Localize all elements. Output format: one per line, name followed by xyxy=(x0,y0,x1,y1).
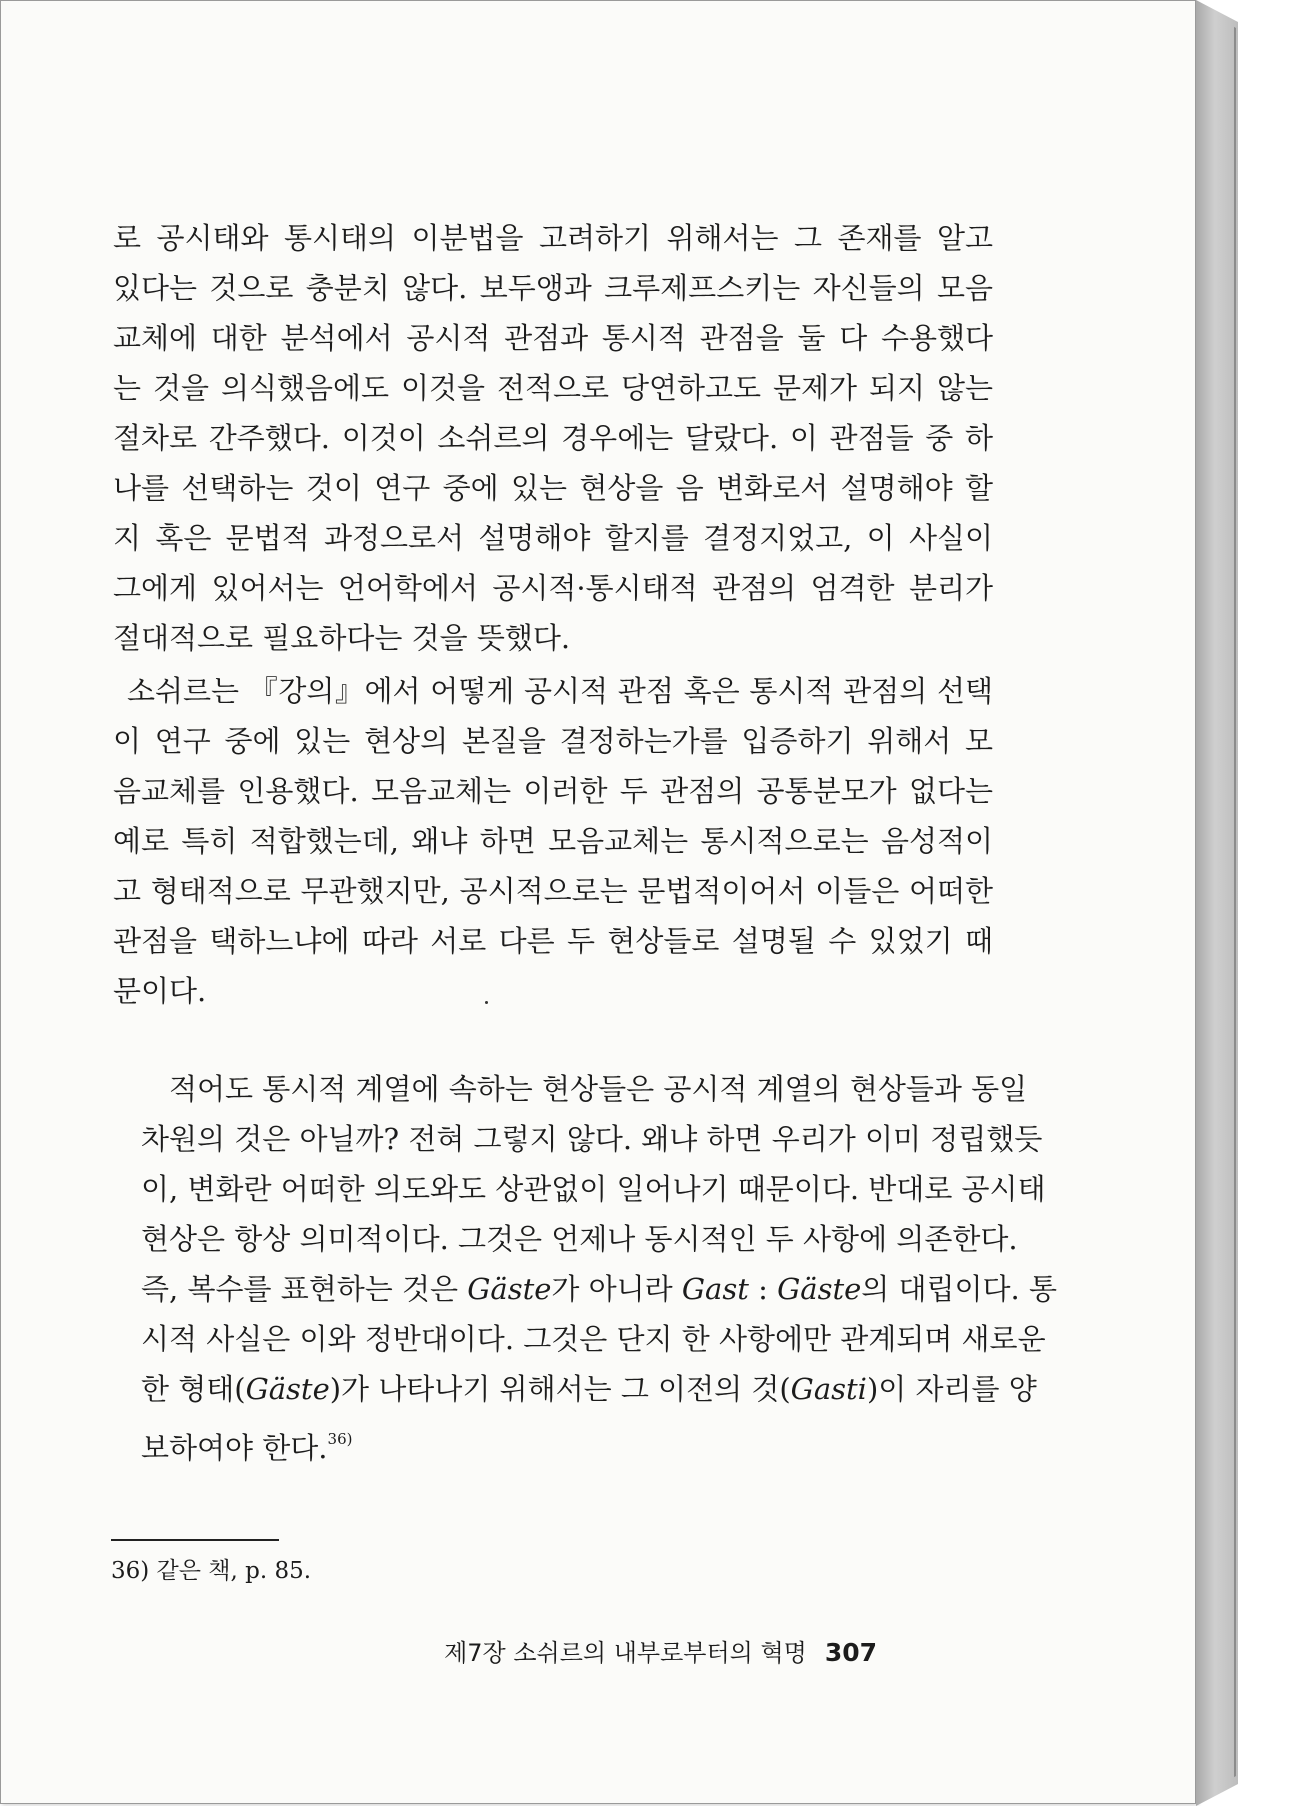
quote-line: 적어도 통시적 계열에 속하는 현상들은 공시적 계열의 현상들과 동일 xyxy=(169,1072,1028,1106)
text-line: 관점을 택하느냐에 따라 서로 다른 두 현상들로 설명될 수 있었기 때 xyxy=(113,924,993,958)
page-number: 307 xyxy=(824,1638,877,1667)
text-line: 음교체를 인용했다. 모음교체는 이러한 두 관점의 공통분모가 없다는 xyxy=(113,774,993,808)
text-line: 나를 선택하는 것이 연구 중에 있는 현상을 음 변화로서 설명해야 할 xyxy=(113,471,993,505)
footnote-divider xyxy=(111,1539,279,1541)
text-line: 지 혹은 문법적 과정으로서 설명해야 할지를 결정지었고, 이 사실이 xyxy=(113,521,993,555)
quote-line: 이, 변화란 어떠한 의도와도 상관없이 일어나기 때문이다. 반대로 공시태 xyxy=(141,1172,1046,1206)
quote-last-line xyxy=(141,1414,994,1464)
print-speck xyxy=(485,1001,488,1004)
text-line: 는 것을 의식했음에도 이것을 전적으로 당연하고도 문제가 되지 않는 xyxy=(113,371,993,405)
quote-line: 시적 사실은 이와 정반대이다. 그것은 단지 한 사항에만 관계되며 새로운 xyxy=(141,1322,1046,1356)
body-paragraph-2 xyxy=(113,666,993,1016)
quote-line: 한 형태(Gäste)가 나타나기 위해서는 그 이전의 것(Gasti)이 자리를 양 xyxy=(141,1372,1037,1406)
text-line: 절차로 간주했다. 이것이 소쉬르의 경우에는 달랐다. 이 관점들 중 하 xyxy=(113,421,993,455)
text-line: 소쉬르는 『강의』에서 어떻게 공시적 관점 혹은 통시적 관점의 선택 xyxy=(127,674,993,708)
text-line: 절대적으로 필요하다는 것을 뜻했다. xyxy=(113,621,571,655)
text-line: 교체에 대한 분석에서 공시적 관점과 통시적 관점을 둘 다 수용했다 xyxy=(113,321,993,355)
running-footer xyxy=(444,1633,877,1673)
chapter-title: 제7장 소쉬르의 내부로부터의 혁명 xyxy=(444,1639,807,1667)
page-edge-outline xyxy=(1198,6,1236,1798)
text-line: 문이다. xyxy=(113,974,207,1008)
text-line: 그에게 있어서는 언어학에서 공시적·통시태적 관점의 엄격한 분리가 xyxy=(113,571,993,605)
text-line: 고 형태적으로 무관했지만, 공시적으로는 문법적이어서 이들은 어떠한 xyxy=(113,874,993,908)
text-line: 이 연구 중에 있는 현상의 본질을 결정하는가를 입증하기 위해서 모 xyxy=(113,724,993,758)
text-line: 로 공시태와 통시태의 이분법을 고려하기 위해서는 그 존재를 알고 xyxy=(113,221,993,255)
text-line: 있다는 것으로 충분치 않다. 보두앵과 크루제프스키는 자신들의 모음 xyxy=(113,271,993,305)
text-line: 예로 특히 적합했는데, 왜냐 하면 모음교체는 통시적으로는 음성적이 xyxy=(113,824,993,858)
quote-line: 즉, 복수를 표현하는 것은 Gäste가 아니라 Gast : Gäste의 대립이다. 통 xyxy=(141,1272,1058,1306)
quote-line: 현상은 항상 의미적이다. 그것은 언제나 동시적인 두 사항에 의존한다. xyxy=(141,1222,1018,1256)
body-paragraph-1 xyxy=(113,213,993,663)
quote-line: 차원의 것은 아닐까? 전혀 그렇지 않다. 왜냐 하면 우리가 이미 정립했듯 xyxy=(141,1122,1043,1156)
block-quote xyxy=(141,1064,1058,1465)
footnote: 36) 같은 책, p. 85. xyxy=(111,1558,312,1584)
footnote-reference[interactable]: 36) xyxy=(327,1430,353,1448)
quote-line: 보하여야 한다. xyxy=(141,1431,328,1465)
